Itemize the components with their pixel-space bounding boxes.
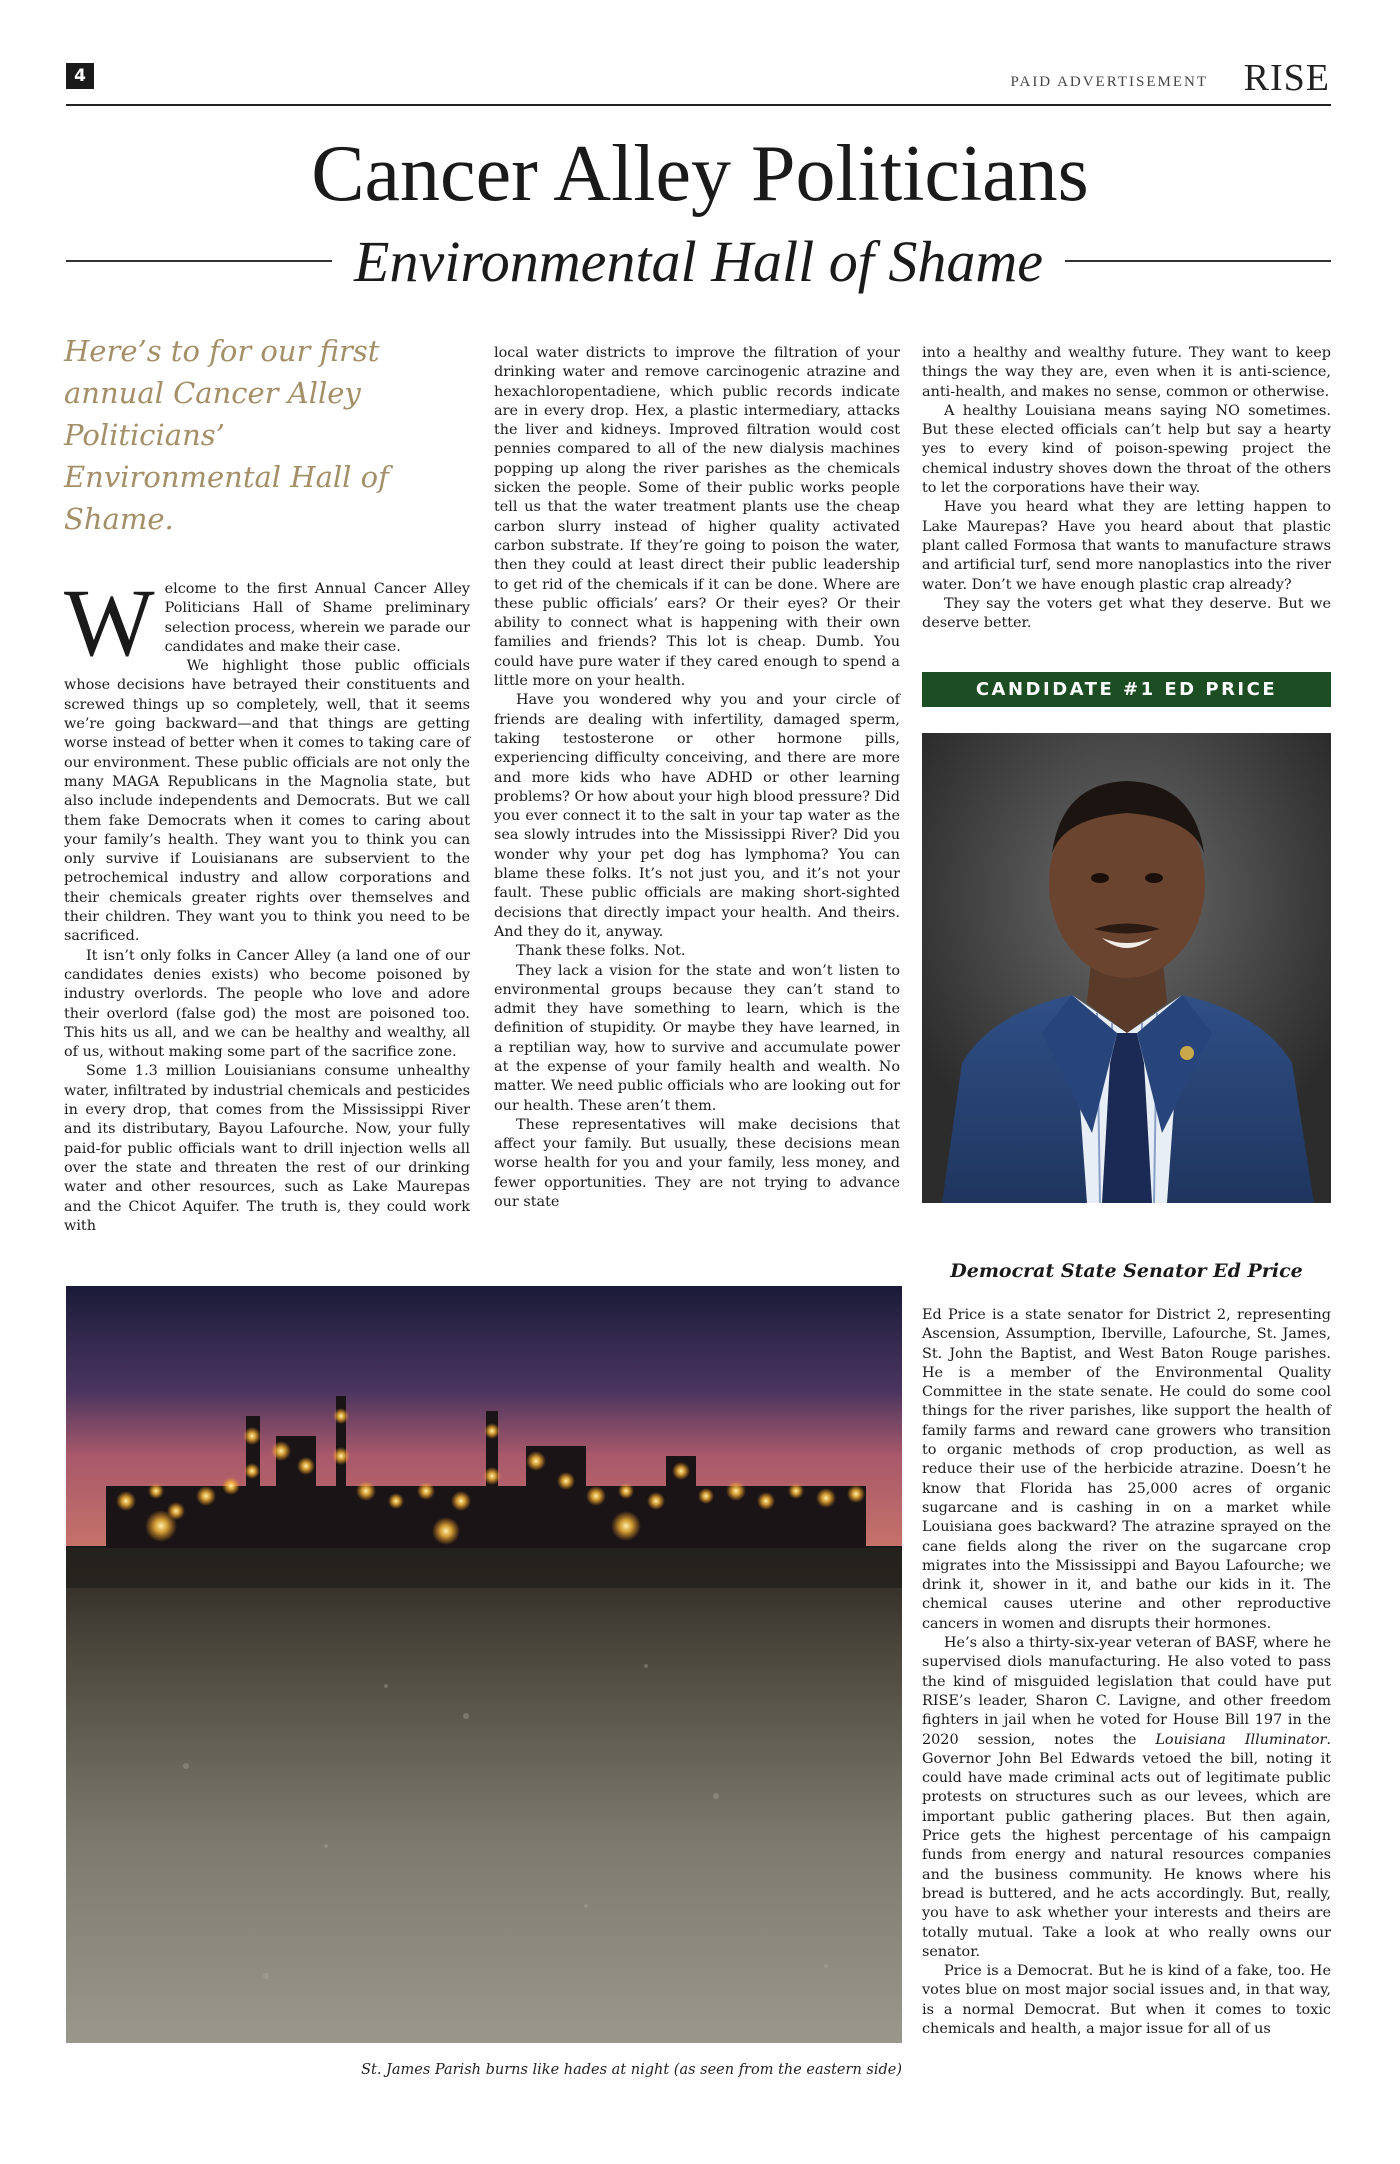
- refinery-night-photo: [66, 1286, 902, 2043]
- refinery-illustration: [66, 1286, 902, 2043]
- candidate-portrait-photo: [922, 733, 1331, 1203]
- photo-caption: St. James Parish burns like hades at night (as seen from the eastern side): [361, 2062, 902, 2078]
- subtitle-rule-right: [1065, 260, 1331, 262]
- article-paragraph: into a healthy and wealthy future. They want to keep things the way they are, even when it is anti-science, anti-health, and makes no sense, common or otherwise.: [922, 345, 1331, 400]
- article-paragraph: They lack a vision for the state and won’t listen to environmental groups because they can’t stand to admit they have something to learn, which is the definition of stupidity. Or maybe they have learned, in a reptilian way, how to survive and accumulate power at the expense of your family health and wealth. No matter. We need public officials who are looking out for our health. These aren’t them.: [494, 962, 900, 1114]
- bio-paragraph: Ed Price is a state senator for District 2, representing Ascension, Assumption, Iberville, Lafourche, St. James, St. John the Baptist, and West Baton Rouge parishes. He is a member of the Environmental Quality Committee in the state senate. He could do some cool things for the river parishes, like support the health of family farms and reward cane growers who transition to organic methods of crop production, as well as reduce their use of the herbicide atrazine. Doesn’t he know that Florida has 25,000 acres of organic sugarcane and is cashing in on a market while Louisiana goes backward? The atrazine sprayed on the cane fields along the river on the sugarcane crop migrates into the Mississippi and Bayou Lafourche; we drink it, shower in it, and bathe our kids in it. The chemical causes uterine and other reproductive cancers in women and disrupts their hormones.: [922, 1307, 1331, 1632]
- intro-paragraph: Welcome to the first Annual Cancer Alley Politicians Hall of Shame preliminary selection process, wherein we parade our candidates and make their case.: [64, 569, 470, 676]
- bio-paragraph: Price is a Democrat. But he is kind of a fake, too. He votes blue on most major social issues and, in that way, is a normal Democrat. But when it comes to toxic chemicals and health, a major issue for all of us: [922, 1963, 1331, 2037]
- article-paragraph: Have you heard what they are letting happen to Lake Maurepas? Have you heard about that plastic plant called Formosa that wants to manufacture straws and artificial turf, send more nanoplastics into the river water. Don’t we have enough plastic crap already?: [922, 499, 1331, 593]
- article-paragraph: We highlight those public officials whose decisions have betrayed their constituents and screwed things up so completely, well, that it seems we’re going backward—and that things are getting worse instead of better when it comes to taking care of our environment. These public officials are not only the many MAGA Republicans in the Magnolia state, but also include independents and Democrats. But we call them fake Democrats when it comes to caring about your family’s health. They want you to think you can only survive if Louisianans are subservient to the petrochemical industry and allow corporations and their chemicals greater rights over themselves and their children. They want you to think you need to be sacrificed.: [64, 658, 470, 945]
- headline-subtitle-row: [66, 226, 1331, 296]
- paid-advertisement-label: PAID ADVERTISEMENT: [1010, 74, 1208, 90]
- portrait-caption: Democrat State Senator Ed Price: [950, 1260, 1303, 1282]
- bio-paragraph: He’s also a thirty-six-year veteran of BASF, where he supervised diols manufacturing. He also voted to pass the kind of misguided legislation that could have put RISE’s leader, Sharon C. Lavigne, and other freedom fighters in jail when he voted for House Bill 197 in the 2020 session, notes the Louisiana Illuminator. Governor John Bel Edwards vetoed the bill, noting it could have made criminal acts out of legitimate public protests on structures such as our levees, which are important public gathering places. But then again, Price gets the highest percentage of his campaign funds from energy and natural resources companies and the business community. He knows where his bread is buttered, and he acts accordingly. But, really, you have to ask whether your interests and theirs are totally mutual. Take a look at who really owns our senator.: [922, 1635, 1331, 1960]
- pull-quote: Here’s to for our first annual Cancer Alley Politicians’ Environmental Hall of Shame.: [64, 334, 389, 536]
- publication-name: Louisiana Illuminator: [1155, 1731, 1327, 1748]
- article-paragraph: A healthy Louisiana means saying NO sometimes. But these elected officials can’t help but say a hearty yes to every kind of poison-spewing project the chemical industry shoves down the throat of the others to let the corporations have their way.: [922, 402, 1331, 497]
- article-paragraph: Some 1.3 million Louisianians consume unhealthy water, infiltrated by industrial chemicals and pesticides in every drop, that comes from the Mississippi River and its distributary, Bayou Lafourche. Now, your fully paid-for public officials want to drill injection wells all over the state and threaten the rest of our drinking water and other resources, such as Lake Maurepas and the Chicot Aquifer. The truth is, they could work with: [64, 1063, 470, 1234]
- article-paragraph: These representatives will make decisions that affect your family. But usually, these decisions mean worse health for you and your family, less money, and fewer opportunities. They are not trying to advance our state: [494, 1116, 900, 1211]
- headline-title: Cancer Alley Politicians: [311, 130, 1089, 218]
- header-rule: [66, 104, 1331, 106]
- article-paragraph: Have you wondered why you and your circle of friends are dealing with infertility, damaged sperm, taking testosterone or other hormone pills, experiencing difficulty conceiving, and there are more and more kids who have ADHD or other learning problems? Or how about your high blood pressure? Did you ever connect it to the salt in your tap water as the sea slowly intrudes into the Mississippi River? Did you wonder why your pet dog has lymphoma? You can blame these folks. It’s not just you, and it’s not your fault. These public officials are making short-sighted decisions that directly impact your health. And theirs. And they do it, anyway.: [494, 692, 900, 940]
- candidate-banner: CANDIDATE #1 ED PRICE: [922, 672, 1331, 707]
- page-number: 4: [66, 63, 94, 89]
- article-column-3: [922, 344, 1331, 633]
- brand-logo: RISE: [1243, 57, 1330, 99]
- portrait-illustration: [922, 733, 1331, 1203]
- article-paragraph: They say the voters get what they deserve. But we deserve better.: [922, 595, 1331, 632]
- headline-subtitle: Environmental Hall of Shame: [354, 228, 1043, 294]
- article-column-2: [494, 344, 900, 1212]
- drop-cap: W: [64, 569, 155, 676]
- article-paragraph: Thank these folks. Not.: [516, 943, 686, 960]
- candidate-bio: [922, 1306, 1331, 2039]
- article-paragraph: It isn’t only folks in Cancer Alley (a land one of our candidates denies exists) who become poisoned by industry overlords. The people who love and adore their overlord (false god) the most are poisoned too. This hits us all, and we can be healthy and wealthy, all of us, without making some part of the sacrifice zone.: [64, 947, 470, 1061]
- subtitle-rule-left: [66, 260, 332, 262]
- article-column-1: [64, 569, 470, 1236]
- article-paragraph: local water districts to improve the filtration of your drinking water and remove carcinogenic atrazine and hexachloropentadiene, which public records indicate are in every drop. Hex, a plastic intermediary, attacks the liver and kidneys. Improved filtration would cost pennies compared to all of the new dialysis machines popping up along the river parishes as the chemicals sicken the people. Some of their public works people tell us that the water treatment plants use the cheap carbon slurry instead of higher quality activated carbon substrate. If they’re going to poison the water, then they could at least direct their public leadership to get rid of the chemicals if it can be done. Where are these public officials’ ears? Or their eyes? Or their ability to connect what is happening with their own families and friends? This lot is cheap. Dumb. You could have pure water if they cared enough to spend a little more on your health.: [494, 345, 900, 690]
